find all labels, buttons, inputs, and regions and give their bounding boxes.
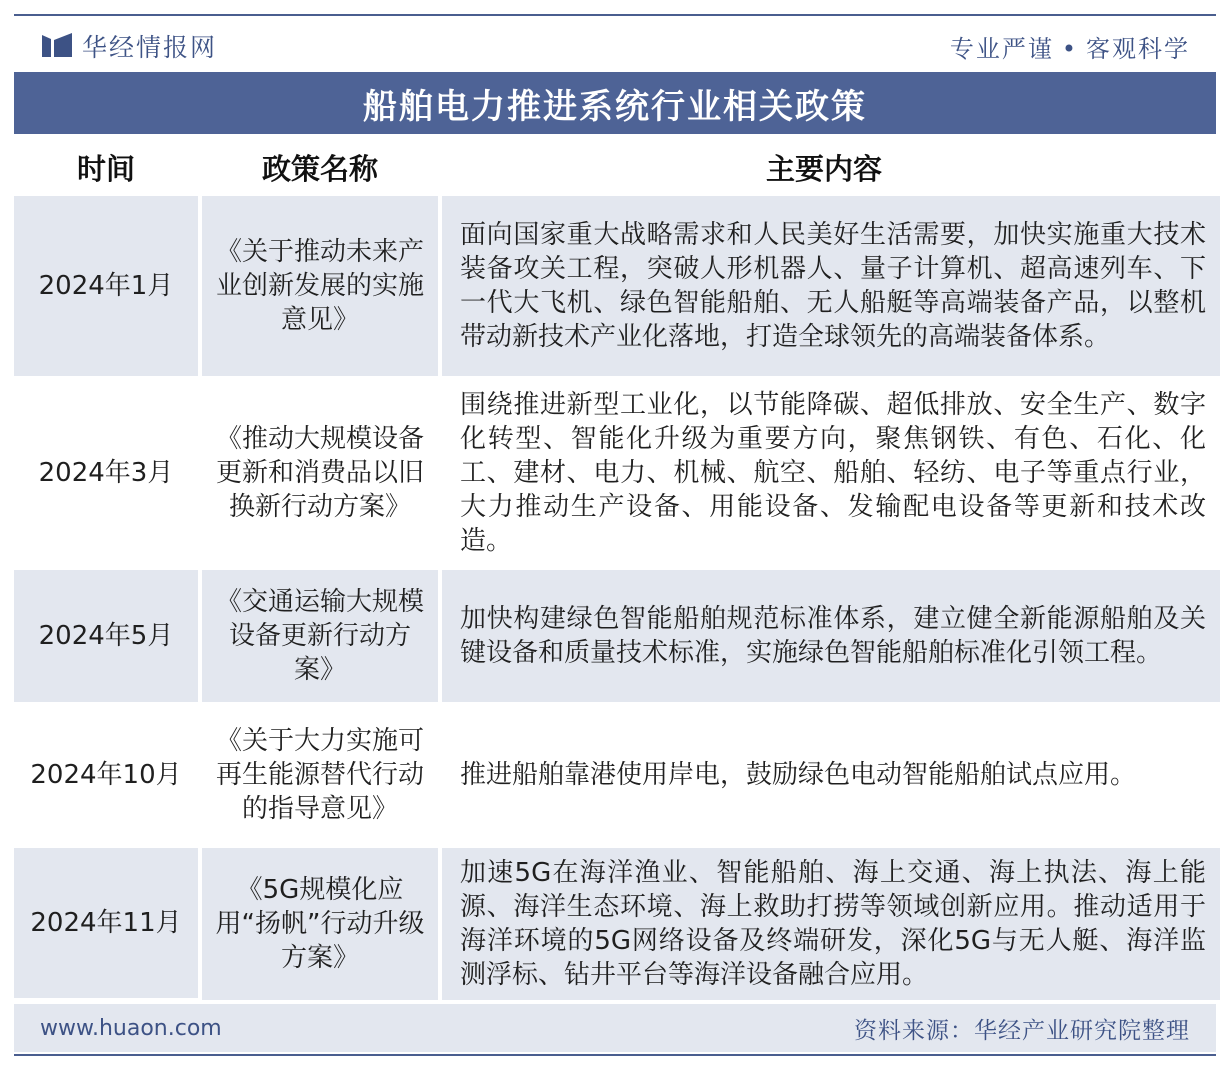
row-content: 加快构建绿色智能船舶规范标准体系，建立健全新能源船舶及关键设备和质量技术标准，实施绿色智能船舶标准化引领工程。 <box>442 570 1220 702</box>
column-header-content: 主要内容 <box>442 142 1220 192</box>
row-content: 推进船舶靠港使用岸电，鼓励绿色电动智能船舶试点应用。 <box>442 706 1220 844</box>
row-time: 2024年1月 <box>14 196 198 376</box>
website-link[interactable]: www.huaon.com <box>40 1015 222 1041</box>
table-header-row <box>14 142 1220 192</box>
policy-table <box>14 142 1220 1004</box>
row-time: 2024年11月 <box>14 848 198 998</box>
slogan-right: 客观科学 <box>1086 34 1190 63</box>
brand-name: 华经情报网 <box>82 33 218 62</box>
row-policy: 《关于推动未来产业创新发展的实施意见》 <box>202 196 438 376</box>
page-title: 船舶电力推进系统行业相关政策 <box>363 86 867 127</box>
slogan-dot: • <box>1061 34 1078 63</box>
top-divider <box>14 14 1216 16</box>
row-content: 加速5G在海洋渔业、智能船舶、海上交通、海上执法、海上能源、海洋生态环境、海上救助打捞等领域创新应用。推动适用于海洋环境的5G网络设备及终端研发，深化5G与无人艇、海洋监测浮标、钻井平台等海洋设备融合应用。 <box>442 848 1220 1000</box>
slogan <box>950 29 1216 64</box>
slogan-left: 专业严谨 <box>949 34 1054 63</box>
table-row <box>14 848 1220 1000</box>
row-time: 2024年3月 <box>14 380 198 566</box>
row-policy: 《5G规模化应用“扬帆”行动升级方案》 <box>202 848 438 1000</box>
page-footer <box>14 1004 1216 1052</box>
title-bar <box>14 72 1216 134</box>
page-header <box>14 20 1216 72</box>
table-row <box>14 380 1220 566</box>
row-time: 2024年10月 <box>14 706 198 844</box>
row-time: 2024年5月 <box>14 570 198 702</box>
row-policy: 《交通运输大规模设备更新行动方案》 <box>202 570 438 702</box>
table-row <box>14 706 1220 844</box>
row-policy: 《推动大规模设备更新和消费品以旧换新行动方案》 <box>202 380 438 566</box>
row-content: 面向国家重大战略需求和人民美好生活需要，加快实施重大技术装备攻关工程，突破人形机器人、量子计算机、超高速列车、下一代大飞机、绿色智能船舶、无人船艇等高端装备产品，以整机带动新技术产业化落地，打造全球领先的高端装备体系。 <box>442 196 1220 376</box>
source-note: 资料来源：华经产业研究院整理 <box>854 1017 1190 1044</box>
column-header-time: 时间 <box>14 142 198 192</box>
brand <box>14 28 217 64</box>
table-row <box>14 570 1220 702</box>
row-policy: 《关于大力实施可再生能源替代行动的指导意见》 <box>202 706 438 844</box>
bottom-divider <box>14 1054 1216 1056</box>
table-row <box>14 196 1220 376</box>
column-header-policy: 政策名称 <box>202 142 438 192</box>
huajing-logo-icon <box>42 33 72 59</box>
row-content: 围绕推进新型工业化，以节能降碳、超低排放、安全生产、数字化转型、智能化升级为重要方向，聚焦钢铁、有色、石化、化工、建材、电力、机械、航空、船舶、轻纺、电子等重点行业，大力推动生产设备、用能设备、发输配电设备等更新和技术改造。 <box>442 380 1220 566</box>
